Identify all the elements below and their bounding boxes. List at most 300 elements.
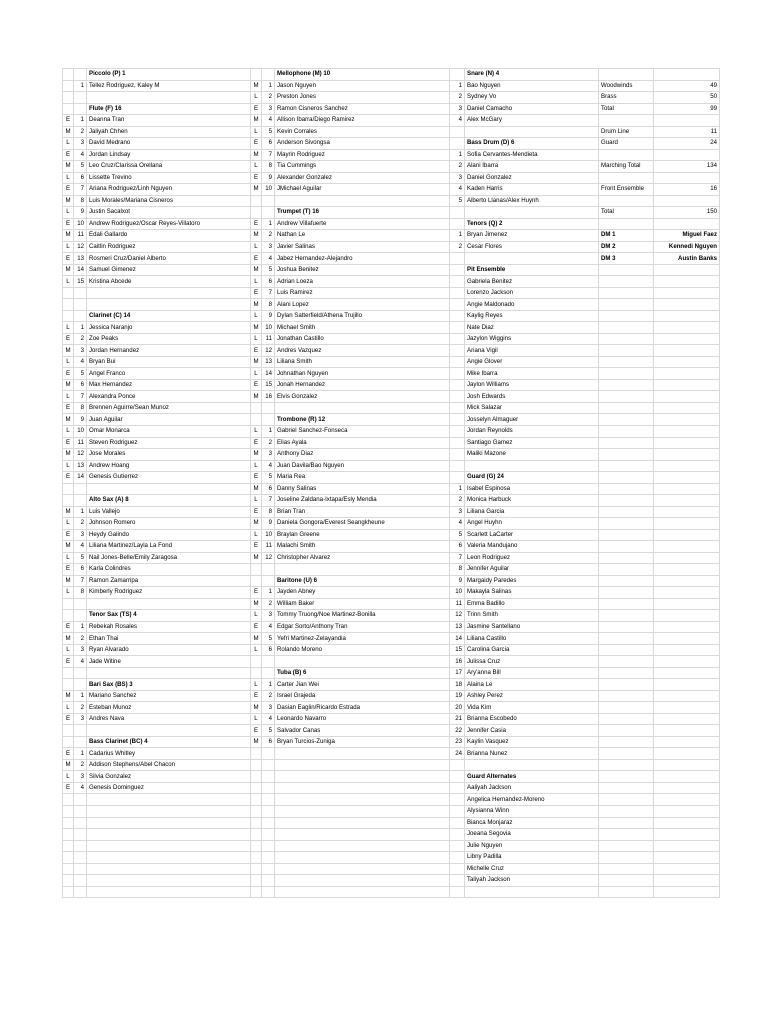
- cell-section-code[interactable]: [63, 103, 74, 115]
- cell-summary-label[interactable]: [599, 356, 654, 368]
- cell-seat-number[interactable]: 21: [450, 713, 465, 725]
- cell-section-code[interactable]: E: [251, 287, 262, 299]
- cell-seat-number[interactable]: 24: [450, 748, 465, 760]
- cell-section-code[interactable]: E: [251, 725, 262, 737]
- cell-seat-number[interactable]: [74, 483, 87, 495]
- cell-name[interactable]: Jabez Hernandez-Alejandro: [275, 253, 450, 265]
- cell-seat-number[interactable]: [74, 299, 87, 311]
- cell-seat-number[interactable]: [74, 875, 87, 887]
- cell-seat-number[interactable]: 2: [450, 92, 465, 104]
- cell-section-code[interactable]: [251, 794, 262, 806]
- cell-seat-number[interactable]: [74, 310, 87, 322]
- cell-seat-number[interactable]: 1: [262, 587, 275, 599]
- cell-seat-number[interactable]: 2: [262, 690, 275, 702]
- cell-seat-number[interactable]: 3: [450, 506, 465, 518]
- cell-name[interactable]: Cesar Flores: [465, 241, 599, 253]
- cell-section-code[interactable]: M: [63, 161, 74, 173]
- cell-seat-number[interactable]: 7: [262, 287, 275, 299]
- cell-name[interactable]: Alani Ibarra: [465, 161, 599, 173]
- cell-seat-number[interactable]: 2: [74, 333, 87, 345]
- cell-summary-value[interactable]: [654, 218, 720, 230]
- cell-seat-number[interactable]: 10: [262, 322, 275, 334]
- cell-seat-number[interactable]: 12: [262, 345, 275, 357]
- cell-summary-value[interactable]: [654, 472, 720, 484]
- cell-section-code[interactable]: [63, 495, 74, 507]
- cell-seat-number[interactable]: 13: [74, 253, 87, 265]
- cell-name[interactable]: Julie Nguyen: [465, 840, 599, 852]
- cell-name[interactable]: Liliana Garcia: [465, 506, 599, 518]
- cell-name[interactable]: Yefri Martinez-Zelayandia: [275, 633, 450, 645]
- cell-name[interactable]: Trombone (R) 12: [275, 414, 450, 426]
- cell-section-code[interactable]: [63, 829, 74, 841]
- cell-seat-number[interactable]: 2: [262, 230, 275, 242]
- cell-name[interactable]: [275, 829, 450, 841]
- cell-name[interactable]: Santiago Gamez: [465, 437, 599, 449]
- cell-summary-label[interactable]: [599, 667, 654, 679]
- cell-seat-number[interactable]: 5: [262, 633, 275, 645]
- cell-section-code[interactable]: E: [251, 506, 262, 518]
- cell-name[interactable]: Tellez Rodriguez, Kaley M: [87, 80, 251, 92]
- cell-section-code[interactable]: M: [251, 552, 262, 564]
- cell-name[interactable]: Angel Franco: [87, 368, 251, 380]
- cell-summary-value[interactable]: 150: [654, 207, 720, 219]
- cell-name[interactable]: Kaylin Vasquez: [465, 736, 599, 748]
- cell-section-code[interactable]: [63, 610, 74, 622]
- cell-name[interactable]: Edali Gallardo: [87, 230, 251, 242]
- cell-name[interactable]: Aaliyah Jackson: [465, 782, 599, 794]
- cell-seat-number[interactable]: 5: [450, 529, 465, 541]
- cell-section-code[interactable]: M: [63, 690, 74, 702]
- cell-name[interactable]: [87, 840, 251, 852]
- cell-name[interactable]: Margaidy Paredes: [465, 575, 599, 587]
- cell-seat-number[interactable]: 1: [262, 218, 275, 230]
- cell-name[interactable]: Emma Badillo: [465, 598, 599, 610]
- cell-summary-label[interactable]: [599, 529, 654, 541]
- cell-name[interactable]: Mariano Sanchez: [87, 690, 251, 702]
- cell-name[interactable]: Liliana Martinez/Layla La Fond: [87, 541, 251, 553]
- cell-section-code[interactable]: L: [251, 241, 262, 253]
- cell-seat-number[interactable]: [450, 287, 465, 299]
- cell-section-code[interactable]: L: [251, 610, 262, 622]
- cell-name[interactable]: Trumpet (T) 16: [275, 207, 450, 219]
- cell-section-code[interactable]: M: [63, 379, 74, 391]
- cell-summary-value[interactable]: [654, 322, 720, 334]
- cell-summary-label[interactable]: [599, 264, 654, 276]
- cell-section-code[interactable]: E: [63, 656, 74, 668]
- cell-name[interactable]: Lorenzo Jackson: [465, 287, 599, 299]
- cell-name[interactable]: Juan Davila/Bao Nguyen: [275, 460, 450, 472]
- cell-name[interactable]: Valeria Mandujano: [465, 541, 599, 553]
- cell-section-code[interactable]: [251, 863, 262, 875]
- cell-name[interactable]: Carter Jian Wei: [275, 679, 450, 691]
- cell-seat-number[interactable]: [450, 460, 465, 472]
- cell-summary-label[interactable]: [599, 852, 654, 864]
- cell-section-code[interactable]: L: [251, 644, 262, 656]
- cell-name[interactable]: Esteban Munoz: [87, 702, 251, 714]
- cell-section-code[interactable]: [251, 840, 262, 852]
- cell-seat-number[interactable]: 2: [262, 92, 275, 104]
- cell-seat-number[interactable]: 1: [74, 80, 87, 92]
- cell-seat-number[interactable]: 3: [74, 644, 87, 656]
- cell-name[interactable]: Jose Morales: [87, 449, 251, 461]
- cell-summary-label[interactable]: [599, 679, 654, 691]
- cell-summary-label[interactable]: [599, 345, 654, 357]
- cell-seat-number[interactable]: [450, 310, 465, 322]
- cell-name[interactable]: Preston Jones: [275, 92, 450, 104]
- cell-section-code[interactable]: M: [63, 449, 74, 461]
- cell-section-code[interactable]: E: [251, 621, 262, 633]
- cell-summary-label[interactable]: [599, 333, 654, 345]
- cell-name[interactable]: Michael Smith: [275, 322, 450, 334]
- cell-name[interactable]: Joseline Zaldana-Ixtapa/Esly Mendia: [275, 495, 450, 507]
- cell-seat-number[interactable]: 4: [74, 356, 87, 368]
- cell-name[interactable]: Alaina Le: [465, 679, 599, 691]
- cell-name[interactable]: Tenors (Q) 2: [465, 218, 599, 230]
- cell-section-code[interactable]: M: [63, 414, 74, 426]
- cell-summary-value[interactable]: [654, 402, 720, 414]
- cell-summary-value[interactable]: [654, 356, 720, 368]
- cell-section-code[interactable]: L: [63, 138, 74, 150]
- cell-name[interactable]: [87, 287, 251, 299]
- cell-section-code[interactable]: M: [251, 633, 262, 645]
- cell-summary-label[interactable]: [599, 875, 654, 887]
- cell-name[interactable]: Malachi Smith: [275, 541, 450, 553]
- cell-summary-value[interactable]: [654, 345, 720, 357]
- cell-section-code[interactable]: L: [63, 702, 74, 714]
- cell-section-code[interactable]: [251, 564, 262, 576]
- cell-section-code[interactable]: [63, 875, 74, 887]
- cell-summary-value[interactable]: 134: [654, 161, 720, 173]
- cell-seat-number[interactable]: [450, 852, 465, 864]
- cell-seat-number[interactable]: [262, 564, 275, 576]
- cell-name[interactable]: Genesis Dominguez: [87, 782, 251, 794]
- cell-summary-label[interactable]: [599, 794, 654, 806]
- cell-seat-number[interactable]: 3: [74, 529, 87, 541]
- cell-summary-label[interactable]: [599, 391, 654, 403]
- cell-section-code[interactable]: L: [251, 495, 262, 507]
- cell-name[interactable]: Taliyah Jackson: [465, 875, 599, 887]
- cell-seat-number[interactable]: 7: [74, 391, 87, 403]
- cell-summary-value[interactable]: [654, 483, 720, 495]
- cell-summary-label[interactable]: [599, 437, 654, 449]
- cell-seat-number[interactable]: 8: [74, 402, 87, 414]
- cell-section-code[interactable]: [63, 92, 74, 104]
- cell-seat-number[interactable]: [74, 806, 87, 818]
- cell-seat-number[interactable]: 1: [74, 115, 87, 127]
- cell-summary-value[interactable]: [654, 679, 720, 691]
- cell-name[interactable]: Lissette Trevino: [87, 172, 251, 184]
- cell-name[interactable]: [87, 794, 251, 806]
- cell-name[interactable]: Genesis Gutierrez: [87, 472, 251, 484]
- cell-summary-value[interactable]: [654, 172, 720, 184]
- cell-section-code[interactable]: E: [63, 115, 74, 127]
- cell-seat-number[interactable]: 5: [262, 264, 275, 276]
- cell-seat-number[interactable]: [262, 402, 275, 414]
- cell-summary-label[interactable]: [599, 863, 654, 875]
- cell-summary-label[interactable]: [599, 425, 654, 437]
- cell-seat-number[interactable]: 15: [450, 644, 465, 656]
- cell-section-code[interactable]: E: [63, 402, 74, 414]
- cell-name[interactable]: Nathan Le: [275, 230, 450, 242]
- cell-name[interactable]: Mick Salazar: [465, 402, 599, 414]
- cell-name[interactable]: Dasian Eaglin/Ricardo Estrada: [275, 702, 450, 714]
- cell-seat-number[interactable]: [450, 794, 465, 806]
- cell-seat-number[interactable]: 1: [74, 506, 87, 518]
- cell-name[interactable]: Justin Sacalxot: [87, 207, 251, 219]
- cell-seat-number[interactable]: [262, 817, 275, 829]
- cell-seat-number[interactable]: [262, 852, 275, 864]
- cell-section-code[interactable]: L: [63, 172, 74, 184]
- cell-seat-number[interactable]: 3: [262, 702, 275, 714]
- cell-section-code[interactable]: M: [63, 345, 74, 357]
- cell-summary-label[interactable]: [599, 506, 654, 518]
- cell-seat-number[interactable]: 4: [74, 656, 87, 668]
- cell-name[interactable]: Joshua Benitez: [275, 264, 450, 276]
- cell-seat-number[interactable]: 1: [74, 322, 87, 334]
- cell-summary-value[interactable]: [654, 115, 720, 127]
- cell-summary-value[interactable]: [654, 460, 720, 472]
- cell-summary-label[interactable]: [599, 725, 654, 737]
- cell-summary-label[interactable]: DM 1: [599, 230, 654, 242]
- cell-section-code[interactable]: E: [251, 345, 262, 357]
- cell-seat-number[interactable]: [450, 356, 465, 368]
- cell-seat-number[interactable]: 5: [74, 552, 87, 564]
- cell-section-code[interactable]: [63, 287, 74, 299]
- cell-seat-number[interactable]: 6: [74, 172, 87, 184]
- cell-summary-label[interactable]: [599, 713, 654, 725]
- cell-summary-value[interactable]: [654, 391, 720, 403]
- cell-section-code[interactable]: [63, 736, 74, 748]
- cell-section-code[interactable]: L: [251, 368, 262, 380]
- cell-name[interactable]: [87, 598, 251, 610]
- cell-section-code[interactable]: E: [251, 541, 262, 553]
- cell-seat-number[interactable]: [74, 598, 87, 610]
- cell-summary-label[interactable]: Woodwinds: [599, 80, 654, 92]
- cell-summary-label[interactable]: [599, 690, 654, 702]
- cell-name[interactable]: [275, 840, 450, 852]
- cell-name[interactable]: [87, 852, 251, 864]
- cell-seat-number[interactable]: 4: [450, 184, 465, 196]
- cell-section-code[interactable]: [251, 759, 262, 771]
- cell-section-code[interactable]: [251, 852, 262, 864]
- cell-seat-number[interactable]: [450, 322, 465, 334]
- cell-section-code[interactable]: M: [63, 575, 74, 587]
- cell-name[interactable]: Ramon Zamarripa: [87, 575, 251, 587]
- cell-name[interactable]: [275, 656, 450, 668]
- cell-section-code[interactable]: [251, 414, 262, 426]
- cell-name[interactable]: [275, 863, 450, 875]
- cell-summary-label[interactable]: Marching Total: [599, 161, 654, 173]
- cell-summary-value[interactable]: [654, 806, 720, 818]
- cell-summary-value[interactable]: [654, 495, 720, 507]
- cell-name[interactable]: Liliana Smith: [275, 356, 450, 368]
- cell-seat-number[interactable]: 3: [450, 172, 465, 184]
- cell-section-code[interactable]: [63, 310, 74, 322]
- cell-name[interactable]: [275, 564, 450, 576]
- cell-name[interactable]: Tuba (B) 6: [275, 667, 450, 679]
- cell-seat-number[interactable]: 5: [262, 472, 275, 484]
- cell-seat-number[interactable]: 9: [74, 414, 87, 426]
- cell-section-code[interactable]: M: [251, 115, 262, 127]
- cell-seat-number[interactable]: 5: [74, 161, 87, 173]
- cell-seat-number[interactable]: 14: [74, 472, 87, 484]
- cell-seat-number[interactable]: 9: [262, 172, 275, 184]
- cell-name[interactable]: Jonathan Castillo: [275, 333, 450, 345]
- cell-section-code[interactable]: [63, 667, 74, 679]
- cell-section-code[interactable]: M: [251, 598, 262, 610]
- cell-seat-number[interactable]: 11: [262, 541, 275, 553]
- cell-seat-number[interactable]: [450, 425, 465, 437]
- cell-section-code[interactable]: M: [63, 264, 74, 276]
- cell-section-code[interactable]: L: [63, 241, 74, 253]
- cell-section-code[interactable]: E: [63, 472, 74, 484]
- cell-seat-number[interactable]: [262, 759, 275, 771]
- cell-summary-label[interactable]: [599, 587, 654, 599]
- cell-seat-number[interactable]: 15: [74, 276, 87, 288]
- cell-name[interactable]: Brianna Escobedo: [465, 713, 599, 725]
- cell-name[interactable]: Andrew Rodriguez/Oscar Reyes-Villatoro: [87, 218, 251, 230]
- cell-name[interactable]: Danny Salinas: [275, 483, 450, 495]
- cell-summary-label[interactable]: [599, 610, 654, 622]
- cell-name[interactable]: Vida Kim: [465, 702, 599, 714]
- cell-section-code[interactable]: E: [63, 149, 74, 161]
- cell-summary-label[interactable]: [599, 460, 654, 472]
- cell-seat-number[interactable]: 3: [262, 103, 275, 115]
- cell-name[interactable]: [275, 782, 450, 794]
- cell-section-code[interactable]: [251, 875, 262, 887]
- cell-summary-label[interactable]: [599, 299, 654, 311]
- cell-name[interactable]: [87, 92, 251, 104]
- cell-summary-value[interactable]: [654, 518, 720, 530]
- cell-summary-label[interactable]: Brass: [599, 92, 654, 104]
- cell-summary-value[interactable]: [654, 702, 720, 714]
- cell-seat-number[interactable]: 8: [262, 161, 275, 173]
- cell-seat-number[interactable]: 14: [74, 264, 87, 276]
- cell-name[interactable]: Jazylon Wiggins: [465, 333, 599, 345]
- cell-seat-number[interactable]: 10: [74, 425, 87, 437]
- cell-name[interactable]: Monica Harbuck: [465, 495, 599, 507]
- cell-summary-value[interactable]: [654, 69, 720, 81]
- cell-summary-value[interactable]: [654, 817, 720, 829]
- cell-name[interactable]: Baritone (U) 6: [275, 575, 450, 587]
- cell-name[interactable]: Johnathan Nguyen: [275, 368, 450, 380]
- cell-seat-number[interactable]: 2: [74, 633, 87, 645]
- cell-seat-number[interactable]: [262, 863, 275, 875]
- cell-section-code[interactable]: L: [251, 161, 262, 173]
- cell-summary-label[interactable]: [599, 472, 654, 484]
- cell-name[interactable]: [275, 806, 450, 818]
- cell-seat-number[interactable]: [450, 138, 465, 150]
- cell-seat-number[interactable]: 4: [262, 460, 275, 472]
- cell-section-code[interactable]: M: [251, 736, 262, 748]
- cell-name[interactable]: Luis Ramirez: [275, 287, 450, 299]
- cell-seat-number[interactable]: 8: [262, 506, 275, 518]
- cell-name[interactable]: Leon Rodriguez: [465, 552, 599, 564]
- cell-name[interactable]: [275, 771, 450, 783]
- cell-summary-value[interactable]: [654, 713, 720, 725]
- cell-name[interactable]: Christopher Alvarez: [275, 552, 450, 564]
- cell-section-code[interactable]: L: [251, 92, 262, 104]
- cell-section-code[interactable]: M: [251, 264, 262, 276]
- cell-section-code[interactable]: M: [251, 391, 262, 403]
- cell-summary-value[interactable]: [654, 541, 720, 553]
- cell-name[interactable]: [87, 829, 251, 841]
- cell-name[interactable]: Angie Maldonado: [465, 299, 599, 311]
- cell-summary-label[interactable]: [599, 598, 654, 610]
- cell-name[interactable]: Joeana Segovia: [465, 829, 599, 841]
- cell-name[interactable]: Juan Aguilar: [87, 414, 251, 426]
- cell-name[interactable]: Angie Glover: [465, 356, 599, 368]
- cell-summary-value[interactable]: [654, 368, 720, 380]
- cell-summary-label[interactable]: [599, 702, 654, 714]
- cell-name[interactable]: Alto Sax (A) 8: [87, 495, 251, 507]
- cell-name[interactable]: William Baker: [275, 598, 450, 610]
- cell-name[interactable]: Kimberly Rodriguez: [87, 587, 251, 599]
- cell-section-code[interactable]: L: [63, 322, 74, 334]
- cell-section-code[interactable]: M: [251, 483, 262, 495]
- cell-name[interactable]: Ariana Rodriguez/Linh Nguyen: [87, 184, 251, 196]
- cell-section-code[interactable]: [63, 806, 74, 818]
- cell-section-code[interactable]: [251, 656, 262, 668]
- cell-summary-label[interactable]: [599, 172, 654, 184]
- cell-section-code[interactable]: E: [63, 218, 74, 230]
- cell-section-code[interactable]: E: [251, 437, 262, 449]
- cell-seat-number[interactable]: [450, 379, 465, 391]
- cell-seat-number[interactable]: [262, 886, 275, 898]
- cell-seat-number[interactable]: [74, 69, 87, 81]
- cell-name[interactable]: Makayla Salinas: [465, 587, 599, 599]
- cell-seat-number[interactable]: 8: [74, 195, 87, 207]
- cell-name[interactable]: Liliana Castillo: [465, 633, 599, 645]
- cell-section-code[interactable]: M: [63, 195, 74, 207]
- cell-section-code[interactable]: [63, 299, 74, 311]
- cell-name[interactable]: [275, 794, 450, 806]
- cell-section-code[interactable]: [251, 575, 262, 587]
- cell-seat-number[interactable]: [262, 207, 275, 219]
- cell-seat-number[interactable]: 3: [262, 241, 275, 253]
- cell-seat-number[interactable]: 1: [450, 483, 465, 495]
- cell-seat-number[interactable]: 2: [74, 126, 87, 138]
- cell-name[interactable]: Gabriela Benitez: [465, 276, 599, 288]
- cell-name[interactable]: Alberto Llanas/Alex Huynh: [465, 195, 599, 207]
- cell-summary-value[interactable]: [654, 333, 720, 345]
- cell-name[interactable]: Jennifer Aguilar: [465, 564, 599, 576]
- cell-summary-label[interactable]: Front Ensemble: [599, 184, 654, 196]
- cell-summary-value[interactable]: 11: [654, 126, 720, 138]
- cell-name[interactable]: Mellophone (M) 10: [275, 69, 450, 81]
- cell-name[interactable]: Zoe Peaks: [87, 333, 251, 345]
- cell-section-code[interactable]: [251, 817, 262, 829]
- cell-summary-label[interactable]: [599, 402, 654, 414]
- cell-section-code[interactable]: [251, 748, 262, 760]
- cell-seat-number[interactable]: [262, 794, 275, 806]
- cell-name[interactable]: Angel Huyhn: [465, 518, 599, 530]
- cell-name[interactable]: Nate Diaz: [465, 322, 599, 334]
- cell-section-code[interactable]: L: [63, 276, 74, 288]
- cell-section-code[interactable]: M: [251, 184, 262, 196]
- cell-name[interactable]: Trinn Smith: [465, 610, 599, 622]
- cell-summary-label[interactable]: [599, 806, 654, 818]
- cell-name[interactable]: [275, 759, 450, 771]
- cell-seat-number[interactable]: 2: [74, 518, 87, 530]
- cell-section-code[interactable]: L: [63, 391, 74, 403]
- cell-summary-value[interactable]: [654, 587, 720, 599]
- cell-seat-number[interactable]: [450, 402, 465, 414]
- cell-name[interactable]: Bass Clarinet (BC) 4: [87, 736, 251, 748]
- cell-seat-number[interactable]: [262, 829, 275, 841]
- cell-summary-label[interactable]: [599, 414, 654, 426]
- cell-seat-number[interactable]: 4: [74, 541, 87, 553]
